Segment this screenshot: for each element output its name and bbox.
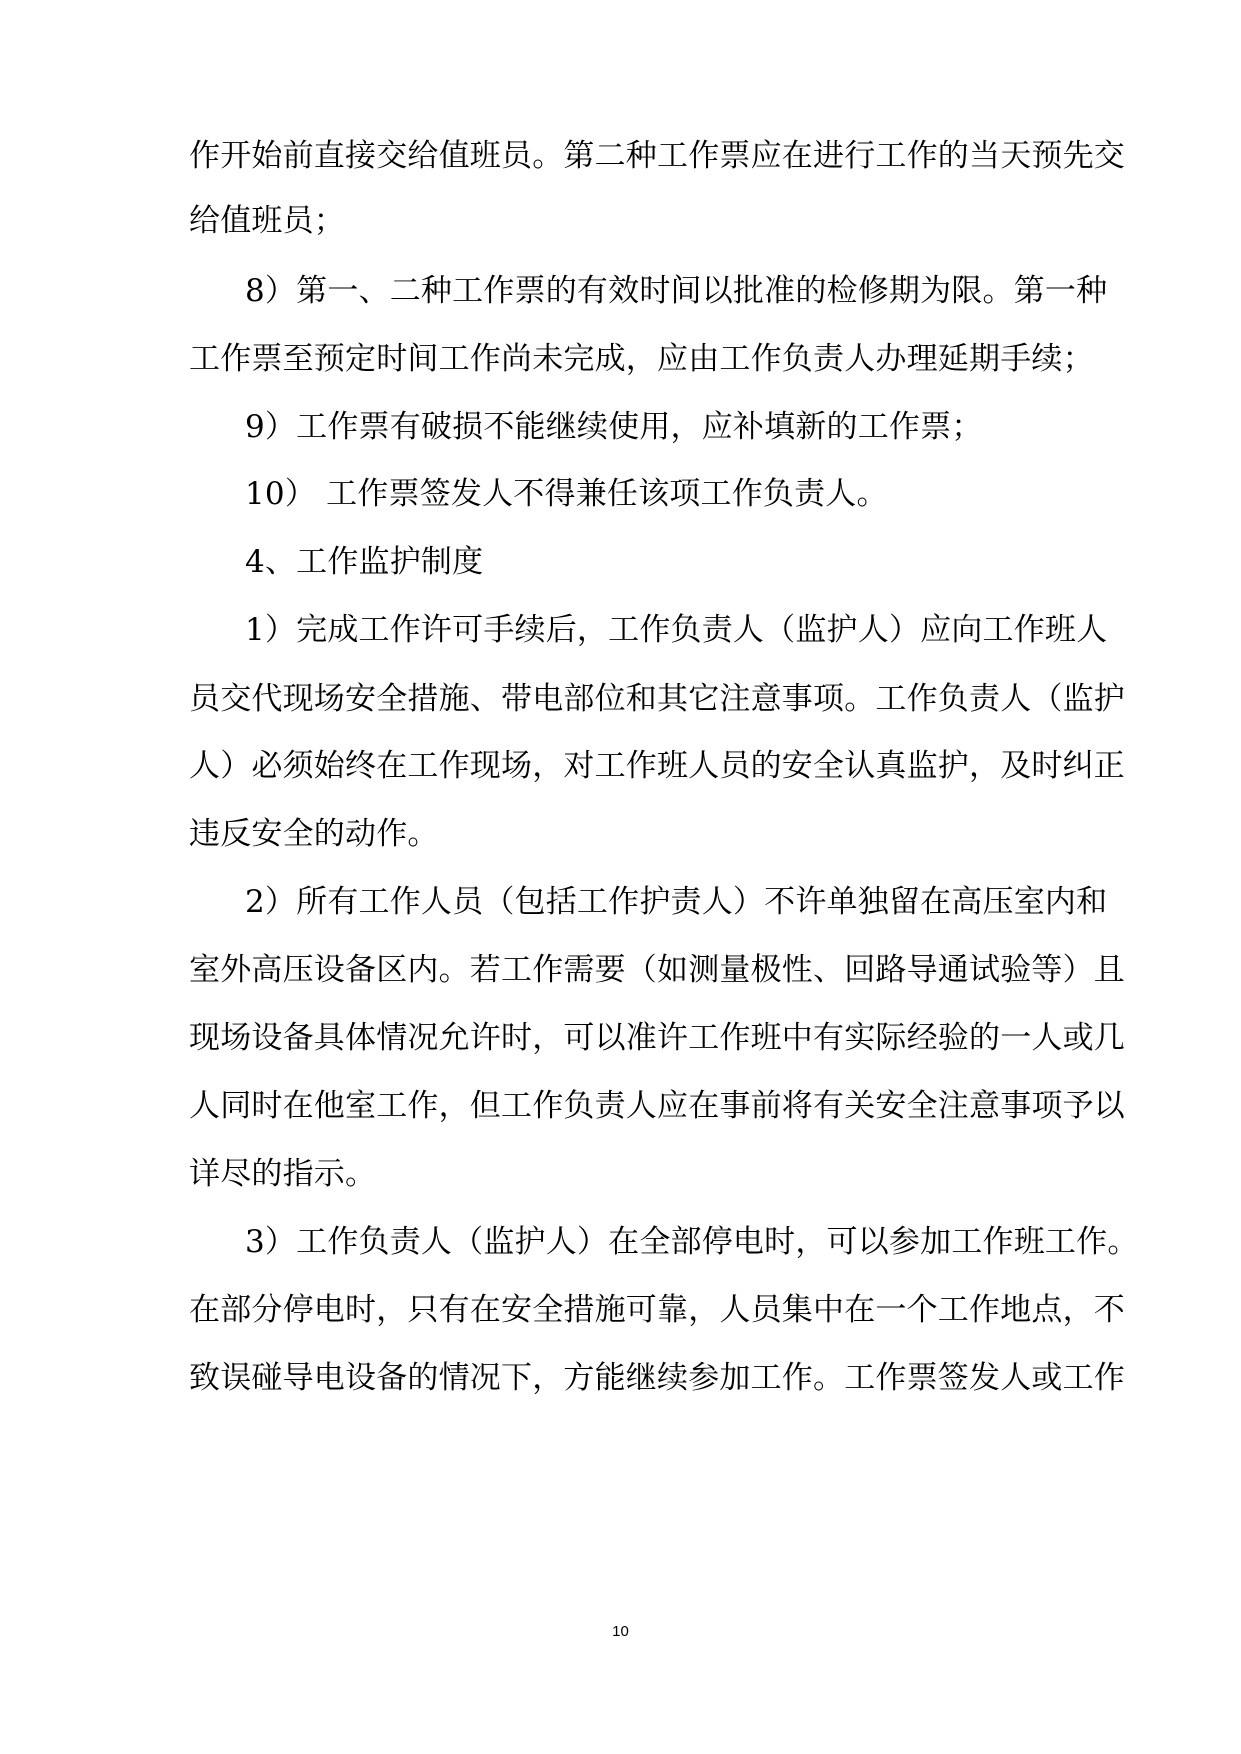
text-line: 给值班员； [189,203,345,239]
text-line: 1）完成工作许可手续后，工作负责人（监护人）应向工作班人 [245,612,1108,648]
text-line: 10） 工作票签发人不得兼任该项工作负责人。 [245,476,888,512]
text-line: 员交代现场安全措施、带电部位和其它注意事项。工作负责人（监护 [189,681,1125,717]
section-heading: 4、工作监护制度 [245,544,484,580]
text-line: 9）工作票有破损不能继续使用，应补填新的工作票； [245,409,983,445]
text-line: 3）工作负责人（监护人）在全部停电时，可以参加工作班工作。 [245,1224,1139,1260]
text-line: 8）第一、二种工作票的有效时间以批准的检修期为限。第一种 [245,273,1108,309]
text-line: 人同时在他室工作，但工作负责人应在事前将有关安全注意事项予以 [189,1088,1125,1124]
text-line: 现场设备具体情况允许时，可以准许工作班中有实际经验的一人或几 [189,1020,1125,1056]
text-line: 人）必须始终在工作现场，对工作班人员的安全认真监护，及时纠正 [189,748,1125,784]
text-line: 室外高压设备区内。若工作需要（如测量极性、回路导通试验等）且 [189,952,1125,988]
text-line: 在部分停电时，只有在安全措施可靠，人员集中在一个工作地点，不 [189,1292,1125,1328]
text-line: 致误碰导电设备的情况下，方能继续参加工作。工作票签发人或工作 [189,1360,1125,1396]
page-number: 10 [612,1623,629,1640]
text-line: 2）所有工作人员（包括工作护责人）不许单独留在高压室内和 [245,884,1108,920]
text-line: 违反安全的动作。 [189,816,439,852]
text-line: 工作票至预定时间工作尚未完成，应由工作负责人办理延期手续； [189,341,1094,377]
text-line: 作开始前直接交给值班员。第二种工作票应在进行工作的当天预先交 [189,138,1125,174]
text-line: 详尽的指示。 [189,1156,377,1192]
